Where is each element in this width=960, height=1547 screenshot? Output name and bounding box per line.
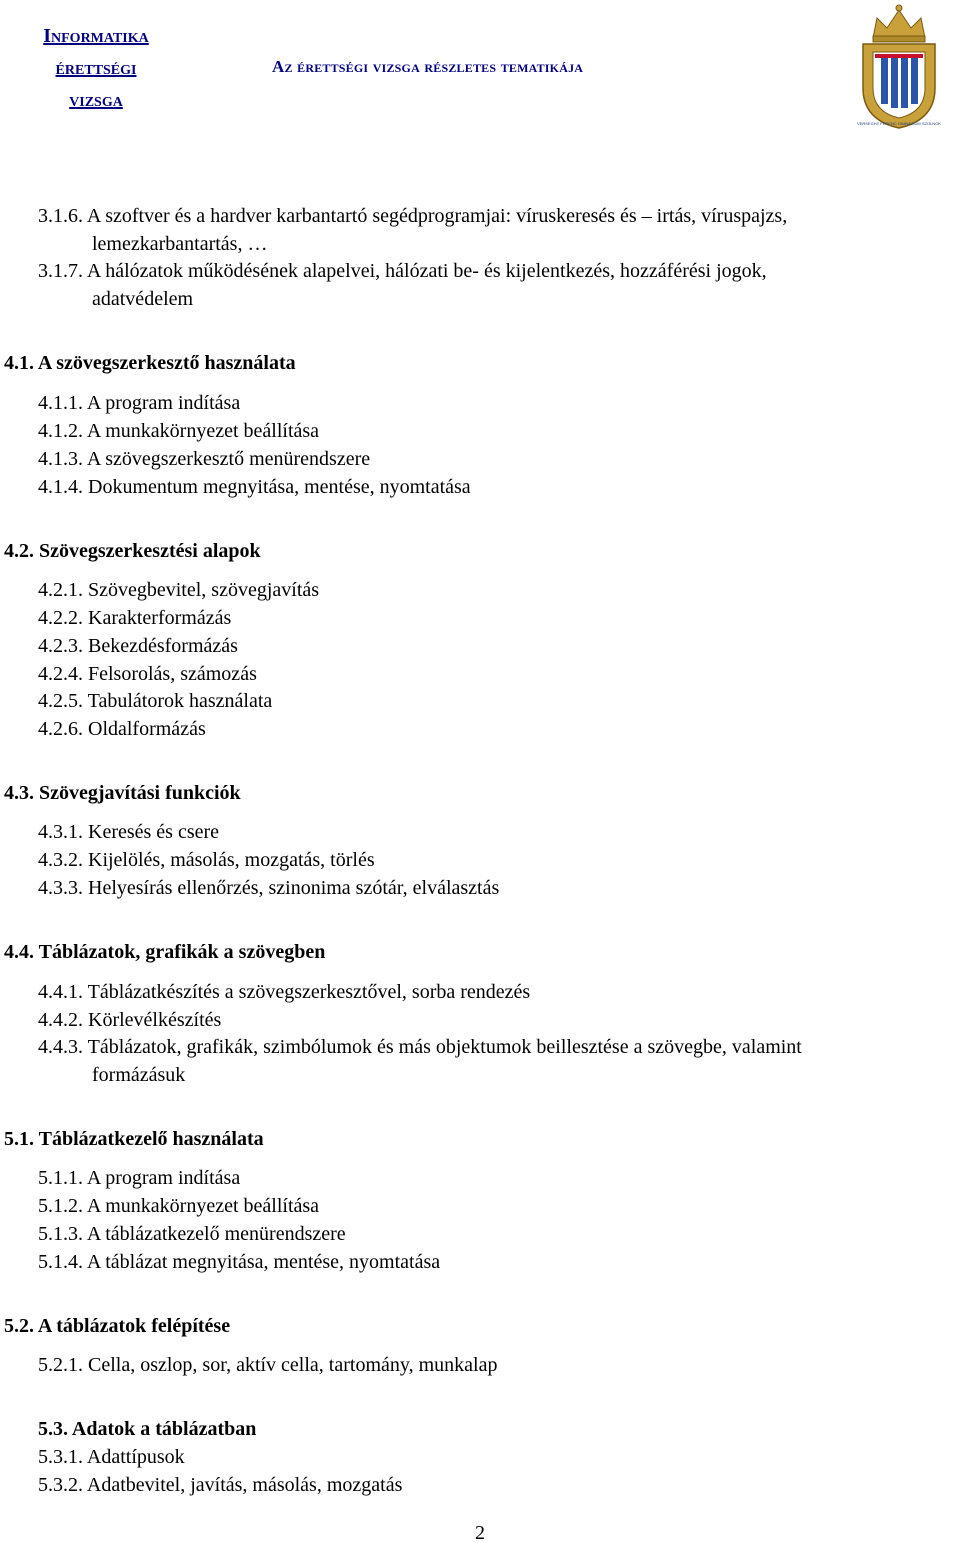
header-line-2: érettségi xyxy=(55,57,137,79)
list-item: 4.2.1. Szövegbevitel, szövegjavítás xyxy=(38,579,320,601)
list-item: lemezkarbantartás, … xyxy=(92,233,268,255)
list-item: 5.1.2. A munkakörnyezet beállítása xyxy=(38,1195,320,1217)
list-item: 5.3.2. Adatbevitel, javítás, másolás, mozgatás xyxy=(38,1474,403,1496)
list-item: 4.2.2. Karakterformázás xyxy=(38,607,232,629)
list-item: formázásuk xyxy=(92,1064,186,1086)
list-item: 4.3.2. Kijelölés, másolás, mozgatás, törlés xyxy=(38,849,375,871)
list-item: 4.4.3. Táblázatok, grafikák, szimbólumok és más objektumok beillesztése a szövegbe, valamint xyxy=(38,1036,802,1058)
list-item: 5.2.1. Cella, oszlop, sor, aktív cella, tartomány, munkalap xyxy=(38,1354,498,1376)
list-item: 5.3.1. Adattípusok xyxy=(38,1446,185,1468)
list-item: 4.1.3. A szövegszerkesztő menürendszere xyxy=(38,448,371,470)
list-item: 3.1.7. A hálózatok működésének alapelvei, hálózati be- és kijelentkezés, hozzáférési jogok, xyxy=(38,260,767,282)
list-item: 3.1.6. A szoftver és a hardver karbantartó segédprogramjai: víruskeresés és – irtás, víruspajzs, xyxy=(38,205,788,227)
list-item: 4.2.6. Oldalformázás xyxy=(38,718,206,740)
school-crest-logo xyxy=(855,2,943,130)
list-item: 4.1.2. A munkakörnyezet beállítása xyxy=(38,420,320,442)
section-heading: 4.2. Szövegszerkesztési alapok xyxy=(4,540,261,562)
header-left-title xyxy=(6,20,186,116)
crest-text: VERSEGHY FERENC GIMNÁZIUM SZOLNOK xyxy=(857,121,941,126)
list-item: 4.2.4. Felsorolás, számozás xyxy=(38,663,257,685)
section-heading: 4.1. A szövegszerkesztő használata xyxy=(4,352,296,374)
section-heading: 5.1. Táblázatkezelő használata xyxy=(4,1128,264,1150)
list-item: 4.3.3. Helyesírás ellenőrzés, szinonima szótár, elválasztás xyxy=(38,877,500,899)
list-item: 5.1.3. A táblázatkezelő menürendszere xyxy=(38,1223,346,1245)
list-item: 4.1.1. A program indítása xyxy=(38,392,241,414)
header-line-3: vizsga xyxy=(69,89,123,111)
section-heading: 4.4. Táblázatok, grafikák a szövegben xyxy=(4,941,326,963)
page-number: 2 xyxy=(475,1522,485,1544)
list-item: 4.2.3. Bekezdésformázás xyxy=(38,635,238,657)
list-item: adatvédelem xyxy=(92,288,194,310)
section-heading: 5.3. Adatok a táblázatban xyxy=(38,1418,257,1440)
list-item: 5.1.1. A program indítása xyxy=(38,1167,241,1189)
list-item: 4.1.4. Dokumentum megnyitása, mentése, nyomtatása xyxy=(38,476,471,498)
header-title: Az érettségi vizsga részletes tematikája xyxy=(272,57,584,76)
list-item: 5.1.4. A táblázat megnyitása, mentése, nyomtatása xyxy=(38,1251,441,1273)
section-heading: 4.3. Szövegjavítási funkciók xyxy=(4,782,241,804)
header-line-1: Informatika xyxy=(43,25,149,47)
list-item: 4.4.2. Körlevélkészítés xyxy=(38,1009,222,1031)
crown-icon xyxy=(873,5,925,42)
list-item: 4.3.1. Keresés és csere xyxy=(38,821,220,843)
list-item: 4.2.5. Tabulátorok használata xyxy=(38,690,273,712)
section-heading: 5.2. A táblázatok felépítése xyxy=(4,1315,231,1337)
shield-icon xyxy=(863,44,935,128)
list-item: 4.4.1. Táblázatkészítés a szövegszerkesztővel, sorba rendezés xyxy=(38,981,531,1003)
